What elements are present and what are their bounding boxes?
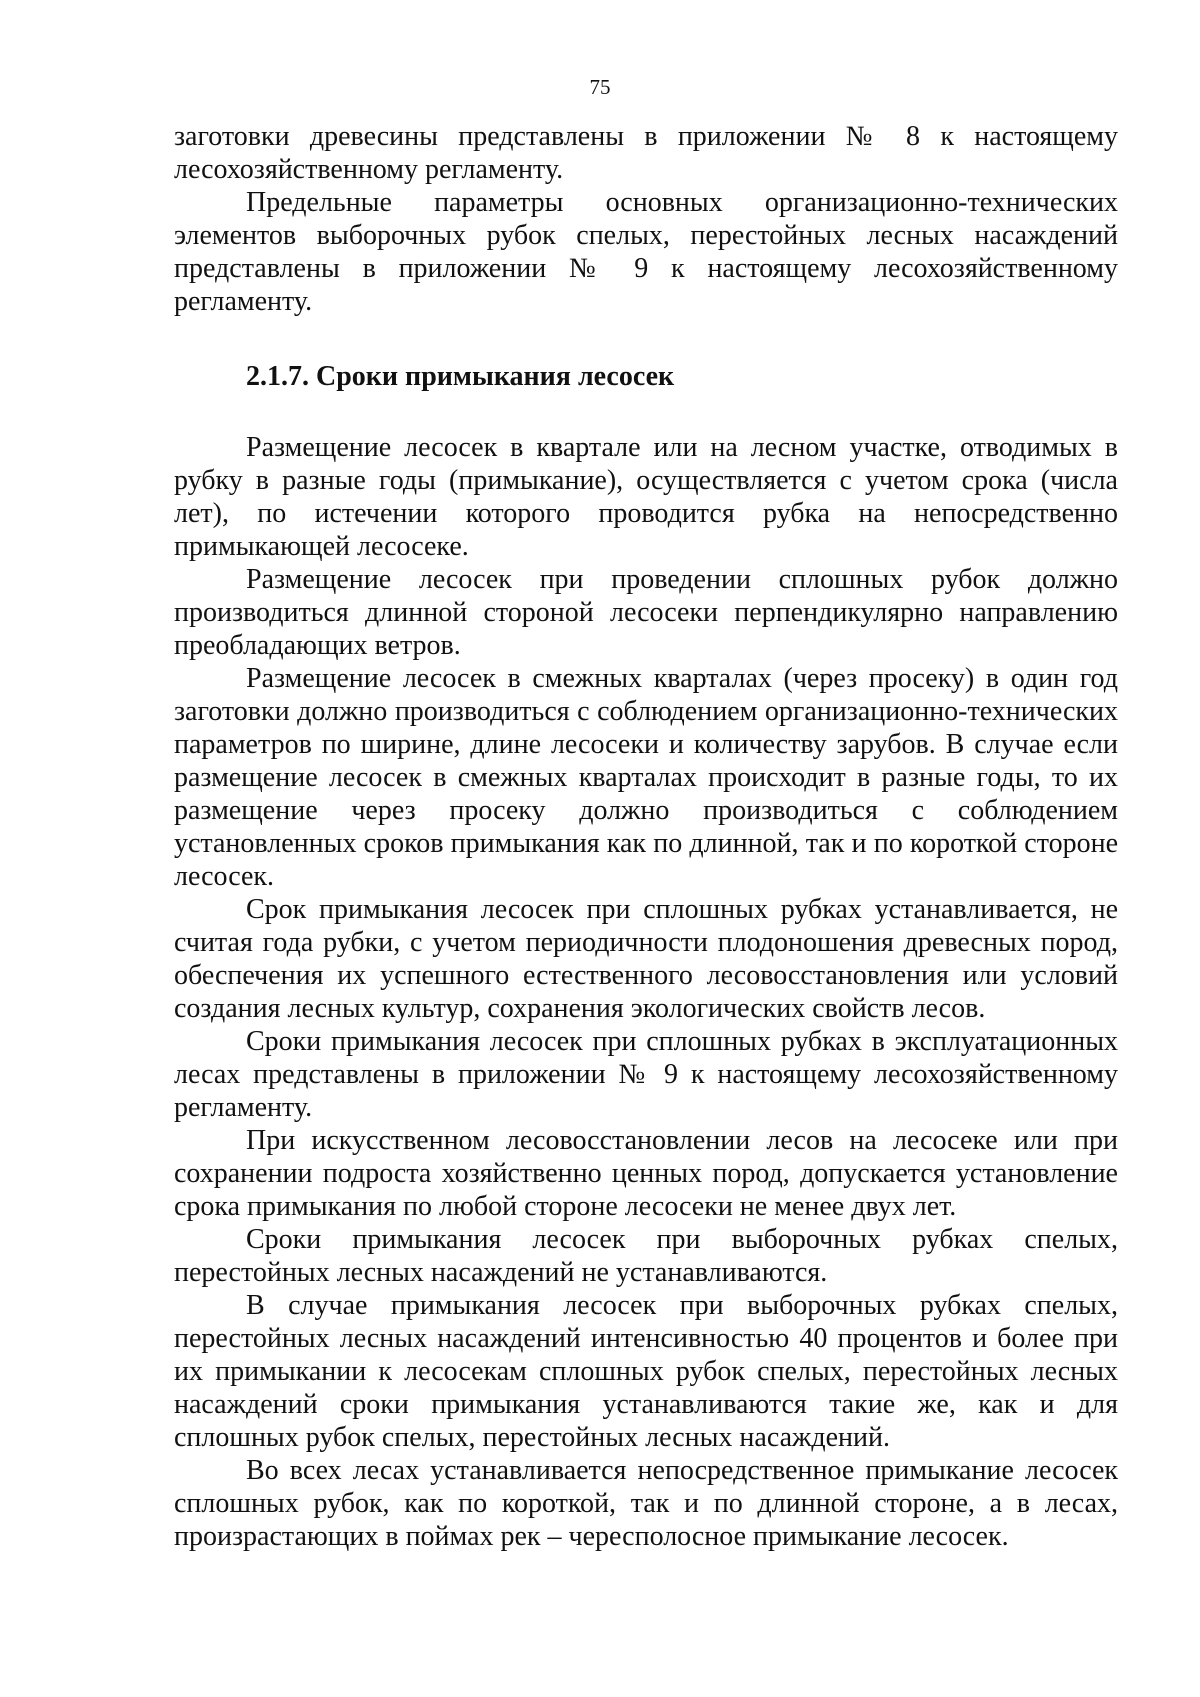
paragraph: Сроки примыкания лесосек при сплошных рубках в эксплуатационных лесах представлены в приложении № 9 к настоящему лесохозяйственному регламенту. xyxy=(174,1026,1118,1123)
paragraph: Во всех лесах устанавливается непосредственное примыкание лесосек сплошных рубок, как по короткой, так и по длинной стороне, а в лесах, произрастающих в поймах рек – чересполосное примыкание лесосек. xyxy=(174,1455,1118,1552)
paragraph: Размещение лесосек в квартале или на лесном участке, отводимых в рубку в разные годы (примыкание), осуществляется с учетом срока (числа лет), по истечении которого проводится рубка на непосредственно примыкающей лесосеке. xyxy=(174,432,1118,562)
section-heading: 2.1.7. Сроки примыкания лесосек xyxy=(246,361,675,392)
page-number: 75 xyxy=(589,75,611,99)
paragraph-continuation: заготовки древесины представлены в приложении № 8 к настоящему лесохозяйственному регламенту. xyxy=(174,121,1118,185)
paragraph: Срок примыкания лесосек при сплошных рубках устанавливается, не считая года рубки, с учетом периодичности плодоношения древесных пород, обеспечения их успешного естественного лесовосстановления или условий создания лесных культур, сохранения экологических свойств лесов. xyxy=(174,894,1118,1024)
paragraph: Сроки примыкания лесосек при выборочных рубках спелых, перестойных лесных насаждений не устанавливаются. xyxy=(174,1224,1118,1288)
paragraph: Предельные параметры основных организационно-технических элементов выборочных рубок спелых, перестойных лесных насаждений представлены в приложении № 9 к настоящему лесохозяйственному регламенту. xyxy=(174,187,1118,317)
document-body xyxy=(174,120,1118,1553)
paragraph: При искусственном лесовосстановлении лесов на лесосеке или при сохранении подроста хозяйственно ценных пород, допускается установление срока примыкания по любой стороне лесосеки не менее двух лет. xyxy=(174,1125,1118,1222)
paragraph: Размещение лесосек при проведении сплошных рубок должно производиться длинной стороной лесосеки перпендикулярно направлению преобладающих ветров. xyxy=(174,564,1118,661)
paragraph: В случае примыкания лесосек при выборочных рубках спелых, перестойных лесных насаждений интенсивностью 40 процентов и более при их примыкании к лесосекам сплошных рубок спелых, перестойных лесных насаждений сроки примыкания устанавливаются такие же, как и для сплошных рубок спелых, перестойных лесных насаждений. xyxy=(174,1290,1118,1453)
paragraph: Размещение лесосек в смежных кварталах (через просеку) в один год заготовки должно производиться с соблюдением организационно-технических параметров по ширине, длине лесосеки и количеству зарубов. В случае если размещение лесосек в смежных кварталах происходит в разные годы, то их размещение через просеку должно производиться с соблюдением установленных сроков примыкания как по длинной, так и по короткой стороне лесосек. xyxy=(174,663,1118,892)
